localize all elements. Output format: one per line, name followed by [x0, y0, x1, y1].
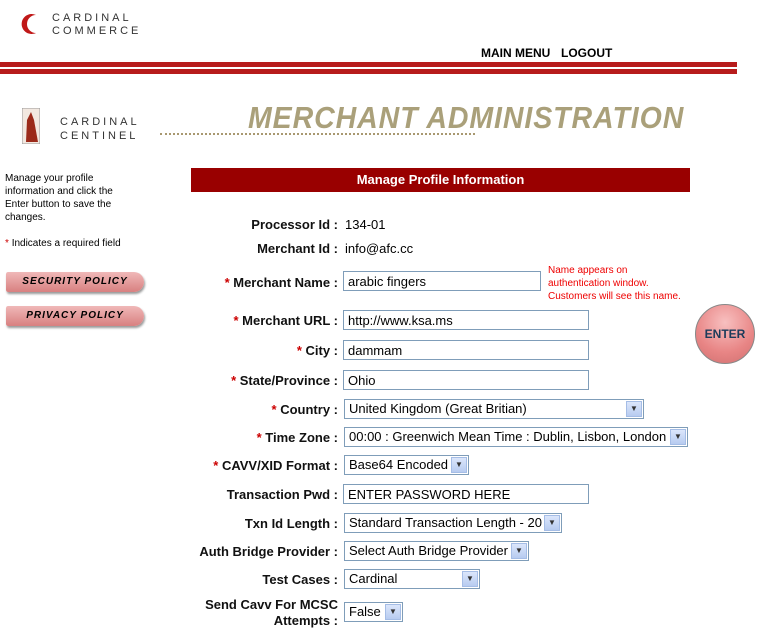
- chevron-down-icon: ▼: [544, 515, 560, 531]
- auth-bridge-label: Auth Bridge Provider :: [199, 544, 338, 559]
- logout-link[interactable]: LOGOUT: [561, 46, 613, 60]
- enter-button[interactable]: ENTER: [695, 304, 755, 364]
- transaction-pwd-input[interactable]: [343, 484, 589, 504]
- send-cavv-label: Send Cavv For MCSC Attempts :: [205, 597, 338, 628]
- city-input[interactable]: [343, 340, 589, 360]
- merchant-url-input[interactable]: [343, 310, 589, 330]
- cardinal-bird-icon: [22, 108, 40, 144]
- brand-line1: CARDINAL: [52, 12, 132, 24]
- chevron-down-icon: ▼: [385, 604, 401, 620]
- timezone-label: * Time Zone :: [256, 430, 338, 445]
- test-cases-label: Test Cases :: [262, 572, 338, 587]
- timezone-select[interactable]: 00:00 : Greenwich Mean Time : Dublin, Lisbon, London ▼: [344, 427, 688, 447]
- centinel-line2: CENTINEL: [60, 130, 139, 142]
- main-menu-link[interactable]: MAIN MENU: [481, 46, 551, 60]
- cavv-format-label: * CAVV/XID Format :: [213, 458, 338, 473]
- state-label: * State/Province :: [231, 373, 338, 388]
- instructions: Manage your profile information and click the Enter button to save the changes.: [5, 173, 113, 223]
- test-cases-select[interactable]: Cardinal ▼: [344, 569, 480, 589]
- processor-id-value: 134-01: [345, 217, 386, 232]
- txn-id-length-select[interactable]: Standard Transaction Length - 20 ▼: [344, 513, 562, 533]
- txn-id-length-label: Txn Id Length :: [244, 516, 338, 531]
- cavv-format-select[interactable]: Base64 Encoded ▼: [344, 455, 469, 475]
- name-note: Name appears on authentication window. Customers will see this name.: [548, 265, 681, 302]
- merchant-name-label: * Merchant Name :: [224, 275, 338, 290]
- merchant-id-label: Merchant Id :: [257, 241, 338, 256]
- auth-bridge-select[interactable]: Select Auth Bridge Provider ▼: [344, 541, 529, 561]
- chevron-down-icon: ▼: [511, 543, 527, 559]
- required-note: * Indicates a required field: [5, 238, 121, 249]
- chevron-down-icon: ▼: [451, 457, 467, 473]
- brand-line2: COMMERCE: [52, 25, 142, 37]
- dotted-divider: [160, 133, 475, 135]
- centinel-line1: CARDINAL: [60, 116, 140, 128]
- merchant-name-input[interactable]: [343, 271, 541, 291]
- chevron-down-icon: ▼: [462, 571, 478, 587]
- chevron-down-icon: ▼: [626, 401, 642, 417]
- cardinal-commerce-logo-icon: [10, 8, 46, 40]
- country-select[interactable]: United Kingdom (Great Britian) ▼: [344, 399, 644, 419]
- security-policy-button[interactable]: SECURITY POLICY: [6, 272, 144, 292]
- merchant-url-label: * Merchant URL :: [233, 313, 338, 328]
- merchant-id-value: info@afc.cc: [345, 241, 414, 256]
- chevron-down-icon: ▼: [670, 429, 686, 445]
- privacy-policy-button[interactable]: PRIVACY POLICY: [6, 306, 144, 326]
- divider: [0, 69, 737, 74]
- country-label: * Country :: [271, 402, 338, 417]
- form-heading: Manage Profile Information: [191, 168, 690, 192]
- required-note-text: Indicates a required field: [11, 238, 121, 249]
- city-label: * City :: [296, 343, 338, 358]
- processor-id-label: Processor Id :: [251, 217, 338, 232]
- transaction-pwd-label: Transaction Pwd :: [226, 487, 338, 502]
- page-title: MERCHANT ADMINISTRATION: [248, 100, 685, 135]
- send-cavv-select[interactable]: False ▼: [344, 602, 403, 622]
- divider: [0, 62, 737, 67]
- state-input[interactable]: [343, 370, 589, 390]
